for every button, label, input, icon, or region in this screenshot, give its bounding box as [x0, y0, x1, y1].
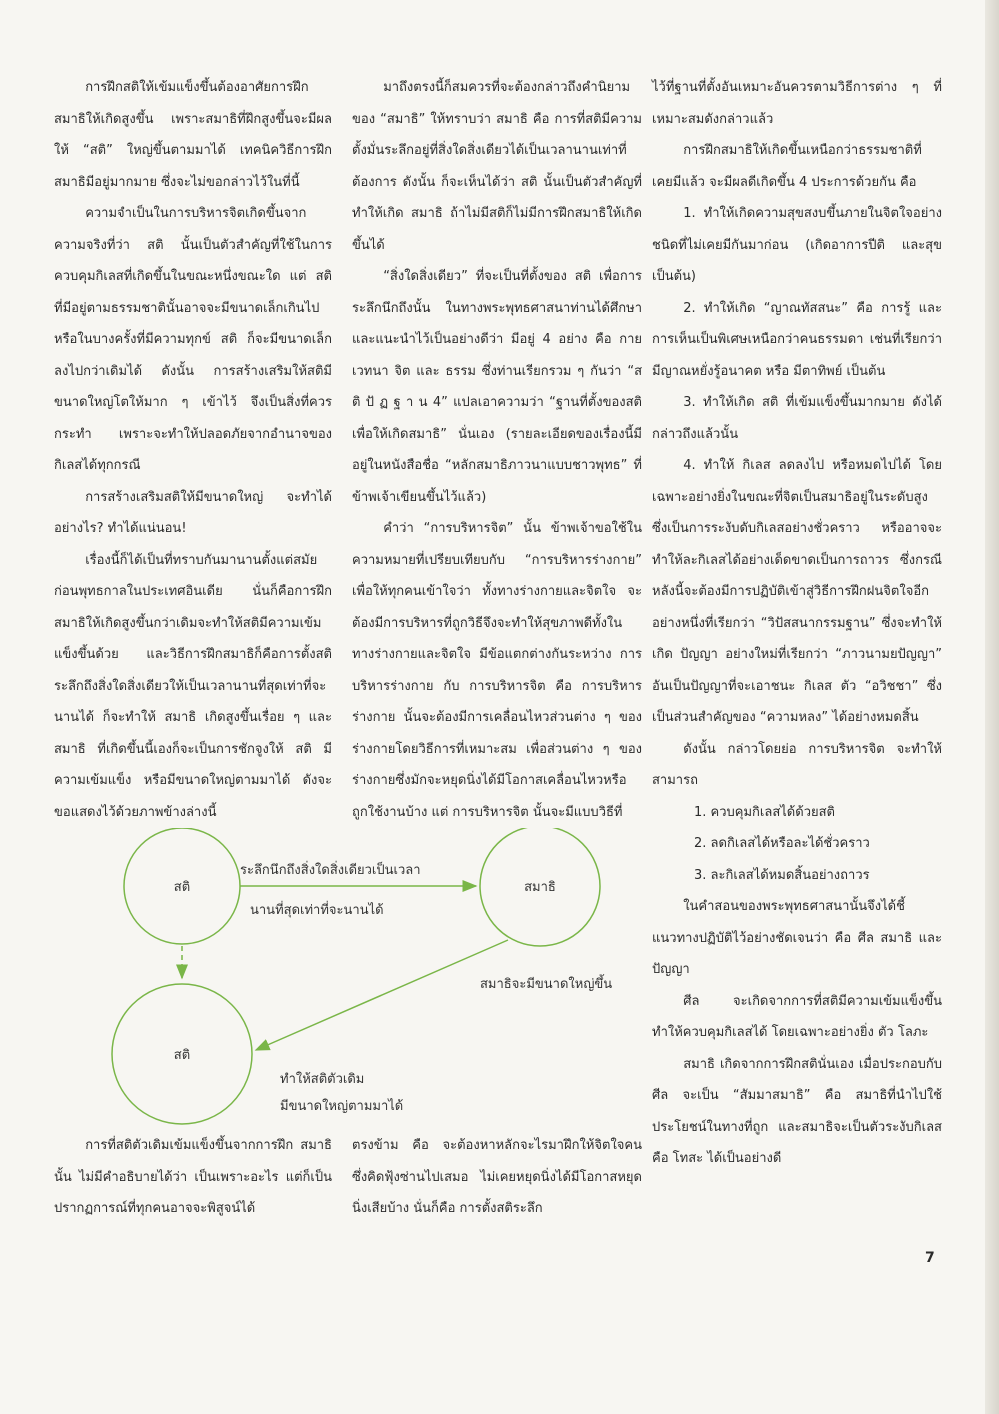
arrow2-label: สมาธิจะมีขนาดใหญ่ขึ้น	[480, 977, 613, 992]
paragraph: สมาธิ เกิดจากการฝึกสตินั่นเอง เมื่อประกอบกับศีล จะเป็น “สัมมาสมาธิ” คือ สมาธิที่นำไปใช้ประโยชน์ในทางที่ถูก และสมาธิจะเป็นตัวระงับกิเลส คือ โทสะ ได้เป็นอย่างดี	[652, 1056, 942, 1166]
column-right	[652, 72, 942, 1175]
paragraph: ความจำเป็นในการบริหารจิตเกิดขึ้นจากความจริงที่ว่า สติ นั้นเป็นตัวสำคัญที่ใช้ในการควบคุมกิเลสที่เกิดขึ้นในขณะหนึ่งขณะใด แต่ สติ ที่มีอยู่ตามธรรมชาตินั้นอาจจะมีขนาดเล็กเกินไปหรือในบางครั้งที่มีความทุกข์ สติ ก็จะมีขนาดเล็กลงไปกว่าเดิมได้ ดังนั้น การสร้างเสริมให้สติมีขนาดใหญ่โตให้มาก ๆ เข้าไว้ จึงเป็นสิ่งที่ควรกระทำ เพราะจะทำให้ปลอดภัยจากอำนาจของกิเลสได้ทุกกรณี	[54, 206, 332, 473]
benefits-list	[652, 198, 942, 734]
arrow3-label-line2: มีขนาดใหญ่ตามมาได้	[280, 1099, 404, 1114]
node-sati-top-label: สติ	[173, 880, 191, 895]
arrow-samadhi-to-sati	[256, 940, 508, 1050]
sati-samadhi-diagram	[50, 828, 650, 1128]
paragraph: การฝึกสติให้เข้มแข็งขึ้นต้องอาศัยการฝึกสมาธิให้เกิดสูงขึ้น เพราะสมาธิที่ฝึกสูงขึ้นจะมีผลให้ “สติ” ใหญ่ขึ้นตามมาได้ เทคนิควิธีการฝึกสมาธิมีอยู่มากมาย ซึ่งจะไม่ขอกล่าวไว้ในที่นี้	[54, 80, 332, 190]
paragraph: การสร้างเสริมสติให้มีขนาดใหญ่ จะทำได้อย่างไร? ทำได้แน่นอน!	[54, 489, 332, 536]
paragraph: มาถึงตรงนี้ก็สมควรที่จะต้องกล่าวถึงคำนิยามของ “สมาธิ” ให้ทราบว่า สมาธิ คือ การที่สติมีความตั้งมั่นระลึกอยู่ที่สิ่งใดสิ่งเดียวได้เป็นเวลานานเท่าที่ต้องการ ดังนั้น ก็จะเห็นได้ว่า สติ นั้นเป็นตัวสำคัญที่ทำให้เกิด สมาธิ ถ้าไม่มีสติก็ไม่มีการฝึกสมาธิให้เกิดขึ้นได้	[352, 80, 642, 253]
paragraph: ไว้ที่ฐานที่ตั้งอันเหมาะอันควรตามวิธีการต่าง ๆ ที่เหมาะสมดังกล่าวแล้ว	[652, 80, 942, 127]
page-number: 7	[925, 1250, 935, 1266]
list-item: 4. ทำให้ กิเลส ลดลงไป หรือหมดไปได้ โดยเฉพาะอย่างยิ่งในขณะที่จิตเป็นสมาธิอยู่ในระดับสูง ซึ่งเป็นการระงับดับกิเลสอย่างชั่วคราว หรืออาจจะทำให้ละกิเลสได้อย่างเด็ดขาดเป็นการถาวร ซึ่งกรณีหลังนี้จะต้องมีการปฏิบัติเข้าสู่วิธีการฝึกฝนจิตใจอีกอย่างหนึ่งที่เรียกว่า “วิปัสสนากรรมฐาน” ซึ่งจะทำให้เกิด ปัญญา อย่างใหม่ที่เรียกว่า “ภาวนามยปัญญา” อันเป็นปัญญาที่จะเอาชนะ กิเลส ตัว “อวิชชา” ซึ่งเป็นส่วนสำคัญของ “ความหลง” ได้อย่างหมดสิ้น	[652, 458, 942, 725]
paragraph: ดังนั้น กล่าวโดยย่อ การบริหารจิต จะทำให้สามารถ	[652, 741, 942, 788]
arrow1-label-line2: นานที่สุดเท่าที่จะนานได้	[250, 903, 384, 918]
arrow1-label-line1: ระลึกนึกถึงสิ่งใดสิ่งเดียวเป็นเวลา	[240, 863, 421, 878]
column-left-bottom	[54, 1130, 332, 1225]
paragraph: ศีล จะเกิดจากการที่สติมีความเข้มแข็งขึ้น ทำให้ควบคุมกิเลสได้ โดยเฉพาะอย่างยิ่ง ตัว โลภะ	[652, 993, 942, 1040]
column-middle-top	[352, 72, 642, 828]
list-item: 1. ทำให้เกิดความสุขสงบขึ้นภายในจิตใจอย่างชนิดที่ไม่เคยมีกันมาก่อน (เกิดอาการปีติ และสุข เป็นต้น)	[652, 206, 942, 284]
list-item: 2. ลดกิเลสได้หรือละได้ชั่วคราว	[694, 836, 870, 851]
paragraph: “สิ่งใดสิ่งเดียว” ที่จะเป็นที่ตั้งของ สติ เพื่อการระลึกนึกถึงนั้น ในทางพระพุทธศาสนาท่านได้ศึกษาและแนะนำไว้เป็นอย่างดีว่า มีอยู่ 4 อย่าง คือ กาย เวทนา จิต และ ธรรม ซึ่งท่านเรียกรวม ๆ กันว่า “ส ติ ปั ฏ ฐ า น 4” แปลเอาความว่า “ฐานที่ตั้งของสติเพื่อให้เกิดสมาธิ” นั่นเอง (รายละเอียดของเรื่องนี้มีอยู่ในหนังสือชื่อ “หลักสมาธิภาวนาแบบชาวพุทธ” ที่ข้าพเจ้าเขียนขึ้นไว้แล้ว)	[352, 269, 642, 505]
paragraph: การฝึกสมาธิให้เกิดขึ้นเหนือกว่าธรรมชาติที่เคยมีแล้ว จะมีผลดีเกิดขึ้น 4 ประการด้วยกัน คือ	[652, 143, 922, 190]
arrow3-label-line1: ทำให้สติตัวเดิม	[280, 1072, 365, 1087]
node-sati-bottom-label: สติ	[173, 1048, 191, 1063]
page-edge	[985, 0, 999, 1414]
paragraph: การที่สติตัวเดิมเข้มแข็งขึ้นจากการฝึก สมาธิ นั้น ไม่มีคำอธิบายได้ว่า เป็นเพราะอะไร แต่ก็เป็นปรากฏการณ์ที่ทุกคนอาจจะพิสูจน์ได้	[54, 1138, 332, 1216]
paragraph: เรื่องนี้ก็ได้เป็นที่ทราบกันมานานตั้งแต่สมัยก่อนพุทธกาลในประเทศอินเดีย นั่นก็คือการฝึกสมาธิให้เกิดสูงขึ้นกว่าเดิมจะทำให้สติมีความเข้มแข็งขึ้นด้วย และวิธีการฝึกสมาธิก็คือการตั้งสติระลึกถึงสิ่งใดสิ่งเดียวให้เป็นเวลานานที่สุดเท่าที่จะนานได้ ก็จะทำให้ สมาธิ เกิดสูงขึ้นเรื่อย ๆ และ สมาธิ ที่เกิดขึ้นนี้เองก็จะเป็นการชักจูงให้ สติ มีความเข้มแข็ง หรือมีขนาดใหญ่ตามมาได้ ดังจะขอแสดงไว้ด้วยภาพข้างล่างนี้	[54, 552, 332, 820]
paragraph: ในคำสอนของพระพุทธศาสนานั้นจึงได้ชี้แนวทางปฏิบัติไว้อย่างชัดเจนว่า คือ ศีล สมาธิ และปัญญา	[652, 899, 942, 977]
node-samadhi-label: สมาธิ	[524, 880, 556, 895]
list-item: 3. ละกิเลสได้หมดสิ้นอย่างถาวร	[694, 867, 870, 883]
column-middle-bottom	[352, 1130, 642, 1225]
list-item: 1. ควบคุมกิเลสได้ด้วยสติ	[694, 804, 835, 820]
column-left-top	[54, 72, 332, 828]
paragraph: คำว่า “การบริหารจิต” นั้น ข้าพเจ้าขอใช้ในความหมายที่เปรียบเทียบกับ “การบริหารร่างกาย” เพื่อให้ทุกคนเข้าใจว่า ทั้งทางร่างกายและจิตใจ จะต้องมีการบริหารที่ถูกวิธีจึงจะทำให้สุขภาพดีทั้งในทางร่างกายและจิตใจ มีข้อแตกต่างกันระหว่าง การบริหารร่างกาย กับ การบริหารจิต คือ การบริหารร่างกาย นั้นจะต้องมีการเคลื่อนไหวส่วนต่าง ๆ ของร่างกายโดยวิธีการที่เหมาะสม เพื่อส่วนต่าง ๆ ของร่างกายซึ่งมักจะหยุดนิ่งได้มีโอกาสเคลื่อนไหวหรือถูกใช้งานบ้าง แต่ การบริหารจิต นั้นจะมีแบบวิธีที่	[352, 521, 642, 820]
list-item: 2. ทำให้เกิด “ญาณทัสสนะ” คือ การรู้ และการเห็นเป็นพิเศษเหนือกว่าคนธรรมดา เช่นที่เรียกว่า มีญาณหยั่งรู้อนาคต หรือ มีตาทิพย์ เป็นต้น	[652, 300, 942, 379]
summary-list	[652, 797, 942, 892]
list-item: 3. ทำให้เกิด สติ ที่เข้มแข็งขึ้นมากมาย ดังได้กล่าวถึงแล้วนั้น	[652, 395, 942, 442]
paragraph: ตรงข้าม คือ จะต้องหาหลักจะไรมาฝึกให้จิตใจคน ซึ่งคิดฟุ้งซ่านไปเสมอ ไม่เคยหยุดนิ่งได้มีโอกาสหยุดนิ่งเสียบ้าง นั่นก็คือ การตั้งสติระลึก	[352, 1138, 642, 1216]
